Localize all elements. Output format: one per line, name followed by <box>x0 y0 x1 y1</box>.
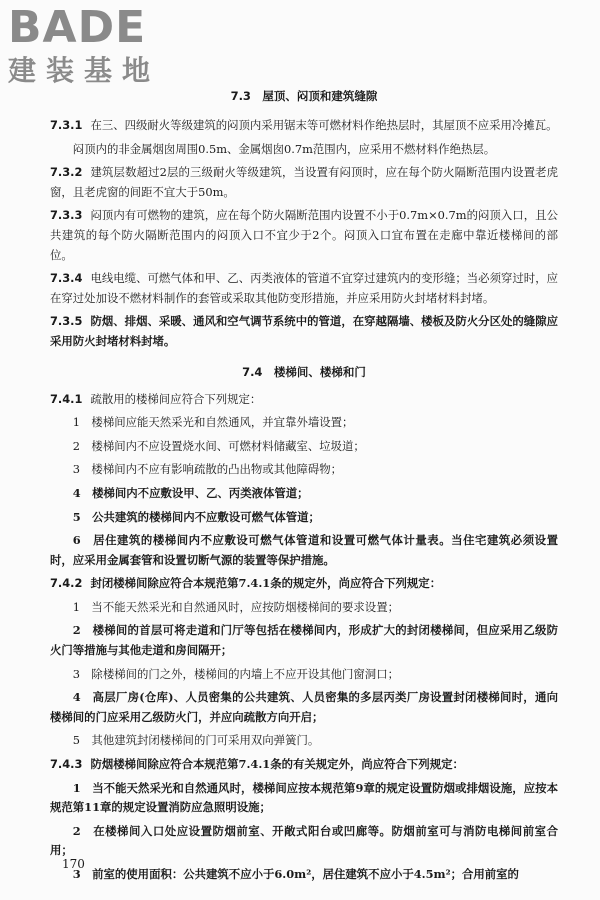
list-item: 2 楼梯间的首层可将走道和门厅等包括在楼梯间内，形成扩大的封闭楼梯间，但应采用乙级防火门等措施与其他走道和房间隔开； <box>50 623 558 658</box>
clause-number: 7.4.3 <box>50 757 83 772</box>
clause-number: 7.4.2 <box>50 576 83 591</box>
list-item: 1 楼梯间应能天然采光和自然通风，并宜靠外墙设置； <box>72 415 354 430</box>
list-item: 5 公共建筑的楼梯间内不应敷设可燃气体管道； <box>72 509 320 524</box>
clause-7-4-2 <box>50 574 558 594</box>
clause-7-4-1 <box>50 390 558 410</box>
list-item: 1 当不能天然采光和自然通风时，应按防烟楼梯间的要求设置； <box>72 599 399 614</box>
clause-number: 7.3.3 <box>50 208 83 223</box>
document-body <box>50 88 558 889</box>
section-7-3-heading: 7.3 屋顶、闷顶和建筑缝隙 <box>230 89 378 103</box>
clause-number: 7.4.1 <box>50 391 83 406</box>
list-item: 4 高层厂房(仓库)、人员密集的公共建筑、人员密集的多层丙类厂房设置封闭楼梯间时，通向楼梯间的门应采用乙级防火门，并应向疏散方向开启； <box>50 690 558 724</box>
page-number: 170 <box>62 857 85 871</box>
clause-number: 7.3.2 <box>50 165 83 180</box>
clause-text: 防烟楼梯间除应符合本规范第7.4.1条的有关规定外，尚应符合下列规定： <box>90 757 464 772</box>
clause-text: 建筑层数超过2层的三级耐火等级建筑，当设置有闷顶时，应在每个防火隔断范围内设置老虎窗，且老虎窗的间距不宜大于50m。 <box>50 165 558 199</box>
clause-text: 在三、四级耐火等级建筑的闷顶内采用锯末等可燃材料作绝热层时，其屋顶不应采用冷摊瓦。 <box>90 118 558 132</box>
clause-text: 电线电缆、可燃气体和甲、乙、丙类液体的管道不宜穿过建筑内的变形缝；当必须穿过时，应在穿过处加设不燃材料制作的套管或采取其他防变形措施，并应采用防火封堵材料封堵。 <box>50 271 558 305</box>
clause-text: 疏散用的楼梯间应符合下列规定： <box>90 391 262 406</box>
clause-number: 7.3.1 <box>50 118 83 132</box>
list-item: 3 除楼梯间的门之外，楼梯间的内墙上不应开设其他门窗洞口； <box>72 666 399 681</box>
clause-7-3-2 <box>50 163 558 202</box>
logo-wordmark: BADE <box>8 2 147 53</box>
clause-7-3-3 <box>50 206 558 265</box>
clause-number: 7.3.4 <box>50 271 83 286</box>
list-item: 1 当不能天然采光和自然通风时，楼梯间应按本规范第9章的规定设置防烟或排烟设施，应按本规范第11章的规定设置消防应急照明设施； <box>50 780 558 815</box>
clause-7-3-4 <box>50 269 558 308</box>
clause-7-3-5 <box>50 312 558 351</box>
clause-7-3-1 <box>50 116 558 136</box>
clause-number: 7.3.5 <box>50 314 83 329</box>
list-item: 3 楼梯间内不应有影响疏散的凸出物或其他障碍物； <box>72 462 343 477</box>
clause-text: 封闭楼梯间除应符合本规范第7.4.1条的规定外，尚应符合下列规定： <box>90 576 442 591</box>
clause-text: 防烟、排烟、采暖、通风和空气调节系统中的管道，在穿越隔墙、楼板及防火分区处的缝隙应采用防火封堵材料封堵。 <box>50 314 558 348</box>
clause-7-4-3 <box>50 755 558 775</box>
list-item: 3 前室的使用面积：公共建筑不应小于6.0m²，居住建筑不应小于4.5m²；合用前室的 <box>72 867 519 881</box>
list-item: 2 楼梯间内不应设置烧水间、可燃材料储藏室、垃圾道； <box>72 438 365 453</box>
list-item: 2 在楼梯间入口处应设置防烟前室、开敞式阳台或凹廊等。防烟前室可与消防电梯间前室合用； <box>50 823 558 858</box>
clause-text: 闷顶内有可燃物的建筑，应在每个防火隔断范围内设置不小于0.7m×0.7m的闷顶入口，且公共建筑的每个防火隔断范围内的闷顶入口不宜少于2个。闷顶入口宜布置在走廊中靠近楼梯间的部位。 <box>50 208 558 262</box>
section-7-4-heading: 7.4 楼梯间、楼梯和门 <box>242 364 366 379</box>
list-item: 6 居住建筑的楼梯间内不应敷设可燃气体管道和设置可燃气体计量表。当住宅建筑必须设置时，应采用金属套管和设置切断气源的装置等保护措施。 <box>50 533 558 567</box>
clause-7-3-1-cont: 闷顶内的非金属烟囱周围0.5m、金属烟囱0.7m范围内，应采用不燃材料作绝热层。 <box>72 141 496 156</box>
list-item: 4 楼梯间内不应敷设甲、乙、丙类液体管道； <box>72 485 309 500</box>
list-item: 5 其他建筑封闭楼梯间的门可采用双向弹簧门。 <box>72 733 320 748</box>
logo-subtitle: 建装基地 <box>8 54 161 87</box>
brand-logo <box>8 2 178 87</box>
